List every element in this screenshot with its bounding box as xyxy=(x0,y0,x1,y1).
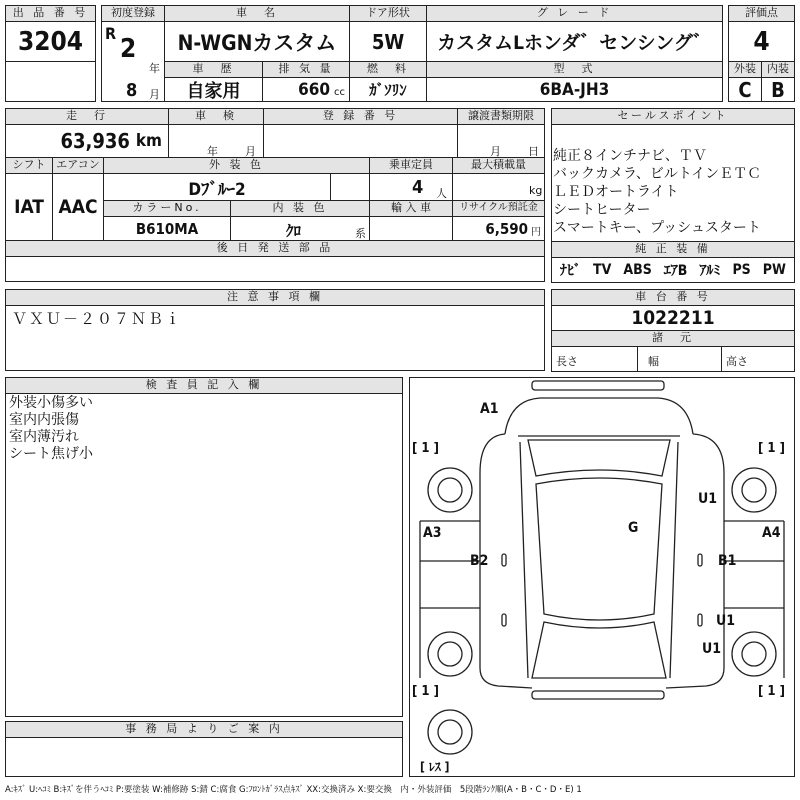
rear-bumper-outline xyxy=(532,691,664,699)
displacement-box xyxy=(262,77,350,102)
wheel-fl xyxy=(428,468,472,512)
import-box xyxy=(369,216,453,241)
notes-box xyxy=(5,305,545,371)
spec-length xyxy=(551,346,638,372)
doors-label: ドア形状 xyxy=(349,5,427,22)
first-reg-label: 初度登録 xyxy=(101,5,165,22)
chassis-value: 1022211 xyxy=(551,305,795,331)
chassis-label: 車 台 番 号 xyxy=(551,289,795,306)
import-label: 輸 入 車 xyxy=(369,200,453,217)
mileage-label: 走 行 xyxy=(5,108,169,125)
office-box xyxy=(5,737,403,777)
inspection-label: 車 検 xyxy=(168,108,264,125)
transfer-day-unit: 日 xyxy=(528,145,539,158)
sales-point-line: スマートキー、プッシュスタート xyxy=(553,220,761,236)
history-label: 車 歴 xyxy=(164,61,263,78)
max-load-label: 最大積載量 xyxy=(452,157,545,174)
score-int: B xyxy=(761,77,795,102)
lot-number: 3204 xyxy=(5,21,96,62)
score-value: 4 xyxy=(728,21,795,62)
equipment-abs: ABS xyxy=(623,262,652,278)
registration-box xyxy=(263,124,458,158)
equipment-box xyxy=(551,257,795,283)
office-label: 事 務 局 よ り ご 案 内 xyxy=(5,721,403,738)
mark-U1-right: U1 xyxy=(716,613,735,629)
right-pillar-line xyxy=(670,442,678,678)
specs-label: 諸 元 xyxy=(551,330,795,347)
spec-length-label: 長さ xyxy=(556,355,578,368)
sales-point-line: ＬＥＤオートライト xyxy=(553,184,679,200)
color-no-value: B610MA xyxy=(103,216,231,241)
equipment-label: 純 正 装 備 xyxy=(551,241,795,258)
sales-point-line: バックカメラ、ビルトインＥＴＣ xyxy=(553,166,762,182)
recycle-label: リサイクル預託金 xyxy=(452,200,545,217)
capacity-unit: 人 xyxy=(436,187,447,200)
score-int-label: 内装 xyxy=(761,61,795,78)
notes-label: 注 意 事 項 欄 xyxy=(5,289,545,306)
shift-label: シフト xyxy=(5,157,53,174)
aircon-label: エアコン xyxy=(52,157,104,174)
shift-value: IAT xyxy=(5,173,53,241)
inspector-label: 検 査 員 記 入 欄 xyxy=(5,377,403,394)
wheel-rr xyxy=(732,632,776,676)
model-code-label: 型 式 xyxy=(426,61,723,78)
fuel-value: ｶﾞｿﾘﾝ xyxy=(349,77,427,102)
sales-point-line: 純正８インチナビ、ＴＶ xyxy=(553,148,707,164)
car-name-label: 車 名 xyxy=(164,5,350,22)
windshield xyxy=(528,440,670,476)
mark-A3: A3 xyxy=(423,525,442,541)
interior-color-box xyxy=(230,216,370,241)
score-ext-label: 外装 xyxy=(728,61,762,78)
door-handle-rl xyxy=(502,614,506,626)
fuel-label: 燃 料 xyxy=(349,61,427,78)
displacement-value: 660 xyxy=(298,79,330,100)
doors-value: 5W xyxy=(349,21,427,62)
front-fender-left xyxy=(480,434,505,473)
mark-A1: A1 xyxy=(480,401,499,417)
displacement-label: 排 気 量 xyxy=(262,61,350,78)
car-diagram xyxy=(409,377,795,777)
spec-width xyxy=(637,346,722,372)
inspector-line: シート焦げ小 xyxy=(9,446,93,462)
interior-color-value: ｸﾛ xyxy=(286,222,302,240)
grade-value: カスタムLホンダ゛センシング゛ xyxy=(426,21,723,62)
mark-A4: A4 xyxy=(762,525,781,541)
first-reg-box xyxy=(101,21,165,102)
transfer-month-unit: 月 xyxy=(490,145,501,158)
inspection-year-unit: 年 xyxy=(207,145,218,158)
history-value: 自家用 xyxy=(164,77,263,102)
rear-window xyxy=(532,622,666,678)
inspector-line: 外装小傷多い xyxy=(9,395,93,411)
recycle-unit: 円 xyxy=(531,227,541,238)
exterior-color-extra xyxy=(330,173,370,201)
equipment-tv: TV xyxy=(593,262,612,278)
model-code-value: 6BA-JH3 xyxy=(426,77,723,102)
first-reg-year: 2 xyxy=(120,34,137,64)
tire-rl-mark: [ 1 ] xyxy=(412,684,439,699)
hood-outline xyxy=(505,398,693,434)
capacity-box xyxy=(369,173,453,201)
max-load-unit: kg xyxy=(529,184,543,197)
spec-width-label: 幅 xyxy=(648,355,659,368)
inspector-line: 室内内張傷 xyxy=(9,412,79,428)
aircon-value: AAC xyxy=(52,173,104,241)
mark-B1: B1 xyxy=(718,553,737,569)
exterior-color-value: Dﾌﾞﾙｰ2 xyxy=(103,173,331,201)
roof-outline xyxy=(536,478,662,620)
mileage-value: 63,936 xyxy=(60,129,130,153)
first-reg-era: R xyxy=(105,24,117,43)
inspector-box xyxy=(5,393,403,717)
mark-U1-rear-right: U1 xyxy=(702,641,721,657)
mileage-box xyxy=(5,124,169,158)
front-bumper-outline xyxy=(532,381,664,390)
outer-profile xyxy=(420,521,784,678)
equipment-pw: PW xyxy=(762,262,786,278)
mark-U1-front-right: U1 xyxy=(698,491,717,507)
first-reg-month: 8 xyxy=(126,80,138,101)
interior-color-suffix: 系 xyxy=(355,227,366,240)
equipment-alloy: ｱﾙﾐ xyxy=(699,263,721,279)
inspection-box xyxy=(168,124,264,158)
wheel-fr xyxy=(732,468,776,512)
lot-blank xyxy=(5,61,96,102)
capacity-label: 乗車定員 xyxy=(369,157,453,174)
grade-label: グ レ ー ド xyxy=(426,5,723,22)
door-handle-fl xyxy=(502,554,506,566)
color-no-label: カラーNo. xyxy=(103,200,231,217)
max-load-box xyxy=(452,173,545,201)
inspection-month-unit: 月 xyxy=(245,145,256,158)
wheel-spare xyxy=(428,710,472,754)
transfer-label: 譲渡書類期限 xyxy=(457,108,545,125)
score-ext: C xyxy=(728,77,762,102)
spec-height xyxy=(721,346,795,372)
door-handle-fr xyxy=(698,554,702,566)
front-fender-right xyxy=(693,434,724,473)
recycle-box xyxy=(452,216,545,241)
later-parts-label: 後 日 発 送 部 品 xyxy=(5,240,545,257)
sales-points-label: セールスポイント xyxy=(551,108,795,125)
equipment-ps: PS xyxy=(732,262,751,278)
inspector-line: 室内薄汚れ xyxy=(9,429,79,445)
transfer-box xyxy=(457,124,545,158)
car-name: N-WGNカスタム xyxy=(164,21,350,62)
left-pillar-line xyxy=(520,442,528,678)
equipment-airbag: ｴｱB xyxy=(663,263,688,279)
sales-point-line: シートヒーター xyxy=(553,202,651,218)
mark-B2: B2 xyxy=(470,553,489,569)
notes-value: ＶＸＵ－２０７ＮＢｉ xyxy=(12,310,183,328)
mileage-unit: km xyxy=(135,131,162,151)
recycle-value: 6,590 xyxy=(485,219,528,238)
wheel-rl xyxy=(428,632,472,676)
interior-color-label: 内 装 色 xyxy=(230,200,370,217)
legend: A:ｷｽﾞ U:ﾍｺﾐ B:ｷｽﾞを伴うﾍｺﾐ P:要塗装 W:補修跡 S:錆 C:腐食 G:ﾌﾛﾝﾄｶﾞﾗｽ点ｷｽﾞ XX:交換済み X:要交換 内・外装評価 5段階ﾗﾝｸ順(A・B・C・D・E) 1 xyxy=(5,785,582,795)
tire-fr-mark: [ 1 ] xyxy=(758,441,785,456)
first-reg-year-unit: 年 xyxy=(149,62,160,75)
later-parts-box xyxy=(5,256,545,282)
score-label: 評価点 xyxy=(728,5,795,22)
tire-rr-mark: [ 1 ] xyxy=(758,684,785,699)
exterior-color-label: 外 装 色 xyxy=(103,157,370,174)
capacity-value: 4 xyxy=(412,177,424,198)
door-handle-rr xyxy=(698,614,702,626)
lot-label: 出 品 番 号 xyxy=(5,5,96,22)
spec-height-label: 高さ xyxy=(726,355,748,368)
equipment-nav: ﾅﾋﾞ xyxy=(560,263,581,279)
tire-fl-mark: [ 1 ] xyxy=(412,441,439,456)
sales-points-box xyxy=(551,124,795,242)
displacement-unit: cc xyxy=(334,87,345,98)
registration-label: 登 録 番 号 xyxy=(263,108,458,125)
tire-spare-mark: [ ﾚｽ ] xyxy=(420,760,450,774)
mark-G: G xyxy=(628,520,639,536)
first-reg-month-unit: 月 xyxy=(149,88,160,101)
